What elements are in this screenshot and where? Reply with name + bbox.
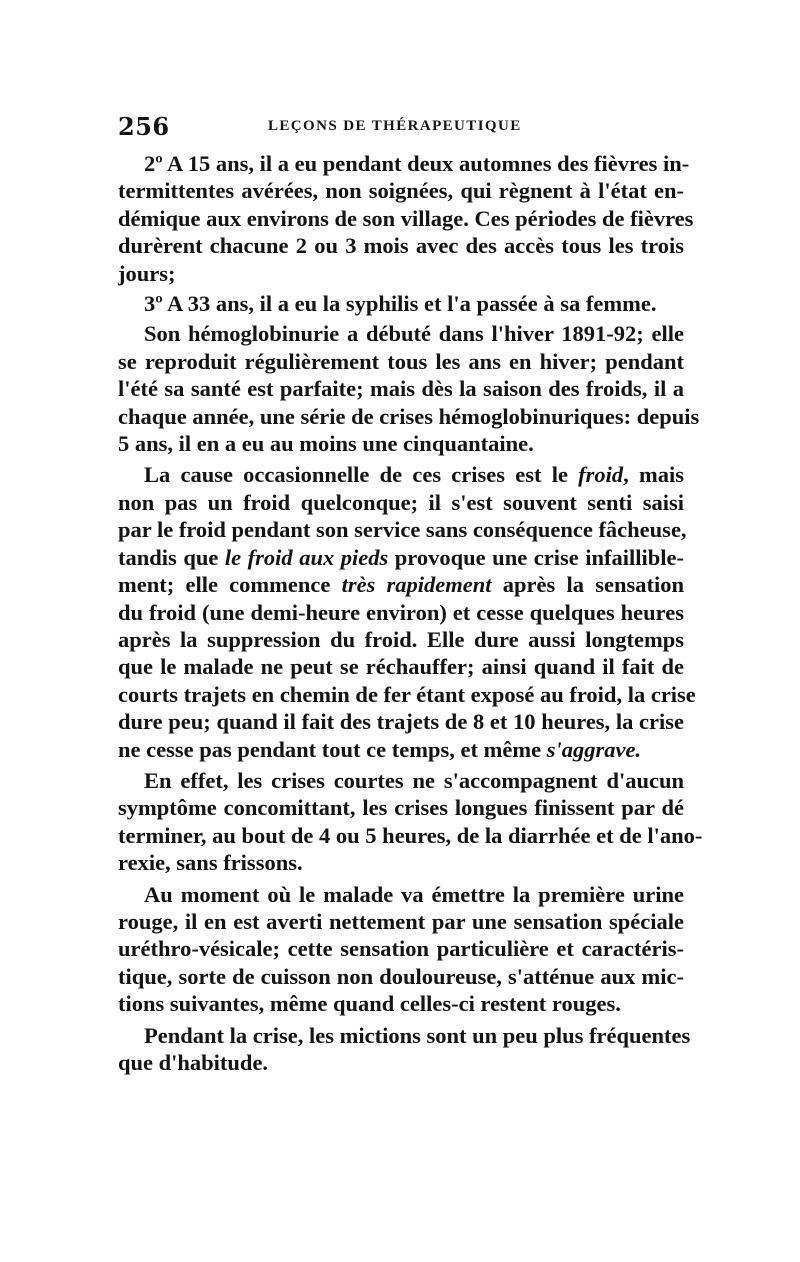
text-line: courts trajets en chemin de fer étant exposé au froid, la crise [118, 681, 696, 707]
text-line: tions suivantes, même quand celles-ci restent rouges. [118, 991, 621, 1017]
italic-text: très rapidement [341, 572, 492, 598]
paragraph [118, 881, 684, 1018]
paragraph [118, 150, 694, 287]
text-line: rouge, il en est averti nettement par une sensation spéciale [118, 908, 684, 934]
paragraph [118, 1022, 691, 1077]
page-header [118, 112, 688, 146]
text-line: rexie, sans frissons. [118, 850, 303, 876]
text-line: l'été sa santé est parfaite; mais dès la saison des froids, il a [118, 376, 684, 402]
text-line: par le froid pendant son service sans conséquence fâcheuse, [118, 517, 687, 543]
text-line: 5 ans, il en a eu au moins une cinquantaine. [118, 431, 534, 457]
paragraph [118, 767, 703, 877]
text-line: que d'habitude. [118, 1050, 269, 1075]
text-line: En effet, les crises courtes ne s'accompagnent d'aucun [144, 767, 684, 793]
body-text [118, 150, 703, 1076]
text-line: terminer, au bout de 4 ou 5 heures, de la diarrhée et de l'ano- [118, 822, 703, 848]
text-line: chaque année, une série de crises hémoglobinuriques: depuis [118, 403, 700, 429]
text-line: tique, sorte de cuisson non douloureuse, s'atténue aux mic- [118, 963, 684, 989]
page-number: 256 [118, 112, 170, 141]
text-line: durèrent chacune 2 ou 3 mois avec des accès tous les trois [118, 233, 684, 259]
text-line [118, 736, 684, 763]
paragraph [118, 461, 696, 762]
text-line: non pas un froid quelconque; il s'est souvent senti saisi [118, 489, 684, 515]
text-line: Pendant la crise, les mictions sont un peu plus fréquentes [144, 1022, 691, 1048]
text-line [118, 544, 684, 571]
text-line: Son hémoglobinurie a débuté dans l'hiver 1891-92; elle [144, 321, 684, 347]
text-segment: ment; elle commence [118, 572, 342, 598]
text-line: termittentes avérées, non soignées, qui règnent à l'état en- [118, 178, 684, 204]
text-segment: La cause occasionnelle de ces crises est le [144, 462, 579, 488]
text-segment: tandis que [118, 544, 225, 570]
text-line: 2º A 15 ans, il a eu pendant deux automnes des fièvres in- [144, 151, 690, 176]
running-title: LEÇONS DE THÉRAPEUTIQUE [268, 118, 522, 134]
text-segment: ne cesse pas pendant tout ce temps, et même [118, 736, 547, 762]
text-line: uréthro-vésicale; cette sensation particulière et caractéris- [118, 936, 684, 962]
paragraph [118, 320, 700, 457]
text-segment: après la sensation [491, 572, 685, 598]
text-line: démique aux environs de son village. Ces périodes de fièvres [118, 205, 694, 231]
italic-text: s'aggrave. [546, 736, 642, 762]
text-line: Au moment où le malade va émettre la première urine [144, 881, 684, 907]
text-segment: provoque une crise infaillible- [388, 544, 685, 570]
text-line: jours; [118, 260, 176, 286]
text-line: que le malade ne peut se réchauffer; ainsi quand il fait de [118, 654, 684, 680]
italic-text: froid [578, 462, 624, 488]
text-line [118, 571, 684, 598]
text-line: symptôme concomittant, les crises longues finissent par dé [118, 795, 684, 821]
text-line [118, 461, 684, 488]
text-line: 3º A 33 ans, il a eu la syphilis et l'a passée à sa femme. [144, 291, 657, 317]
text-segment: , mais [623, 462, 684, 488]
text-line: après la suppression du froid. Elle dure aussi longtemps [118, 626, 684, 652]
italic-text: le froid aux pieds [224, 544, 389, 570]
text-line: dure peu; quand il fait des trajets de 8 et 10 heures, la crise [118, 709, 684, 735]
text-line: du froid (une demi-heure environ) et cesse quelques heures [118, 599, 684, 625]
paragraph [118, 290, 684, 317]
text-line: se reproduit régulièrement tous les ans en hiver; pendant [118, 348, 684, 374]
